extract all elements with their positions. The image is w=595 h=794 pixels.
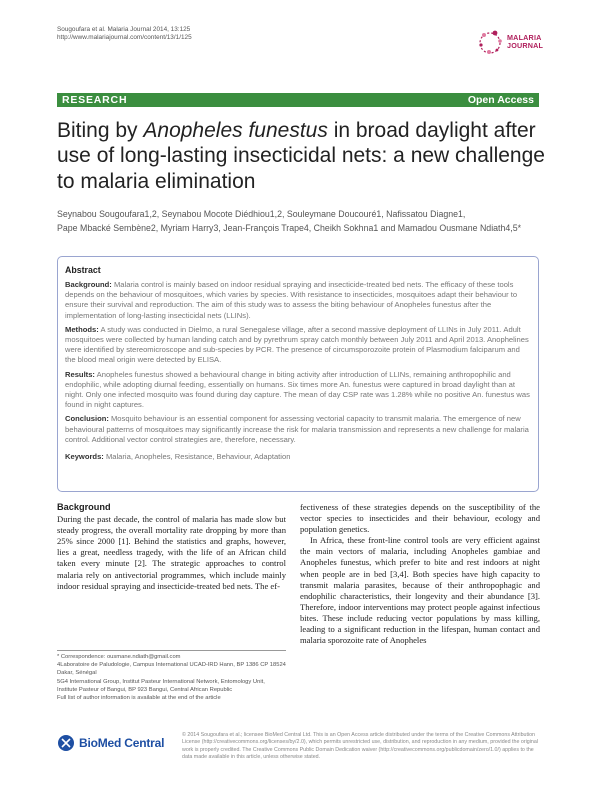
authors-line-1: Seynabou Sougoufara1,2, Seynabou Mocote Diédhiou1,2, Souleymane Doucouré1, Nafissatou Diagne1, (57, 209, 466, 219)
body-column-left (57, 502, 286, 592)
abstract-results: Results: Anopheles funestus showed a behavioural change in biting activity after introduction of LLINs, remaining anthropophilic and endophilic, while adopting diurnal feeding, essentially on humans. Six times more An. funestus were captured in broad daylight than at night. Only one infected mosquito was found during day capture. The mean of day CSP rate was 1.28% while no positive An. funestus was found in night captures. (65, 369, 530, 410)
biomed-central-logo (57, 733, 175, 753)
journal-citation (57, 26, 192, 42)
publisher-name: BioMed Central (79, 736, 165, 750)
affiliation-1: 4Laboratoire de Paludologie, Campus International UCAD-IRD Hann, BP 1386 CP 18524 Dakar, Sénégal (57, 662, 286, 677)
affiliation-2: 5G4 International Group, Institut Pasteur International Network, Entomology Unit, Institute Pasteur of Bangui, BP 923 Bangui, Central African Republic (57, 678, 265, 693)
article-title: Biting by Anopheles funestus in broad daylight after use of long-lasting insecticidal nets: a new challenge to malaria elimination (57, 119, 545, 193)
abstract-heading: Abstract (65, 265, 101, 275)
abstract-background: Background: Malaria control is mainly based on indoor residual spraying and insecticide-treated bed nets. The efficacy of these tools depends on the behaviour of mosquitoes, which varies by species. With resistance to insecticides, mosquitoes adapt their behaviour to ensure their survival and reproduction. The aim of this study was to assess the biting behaviour of Anopheles funestus after the implementation of long-lasting insecticidal nets (LLINs). (65, 280, 518, 320)
research-label: RESEARCH (62, 94, 128, 106)
citation-line: Sougoufara et al. Malaria Journal 2014, 13:125 (57, 26, 191, 33)
abstract-box (57, 256, 539, 492)
affiliation-note: Full list of author information is available at the end of the article (57, 695, 221, 702)
keywords: Keywords: Malaria, Anopheles, Resistance, Behaviour, Adaptation (65, 452, 291, 462)
footnotes (57, 650, 286, 702)
mosquito-logo-icon (475, 28, 505, 58)
author-list (57, 208, 547, 235)
abstract-methods: Methods: A study was conducted in Dielmo, a rural Senegalese village, after a second massive deployment of LLINs in July 2011. Adult mosquitoes were collected by human landing catch and by pyrethrum spray catch monthly between July 2011 and April 2013. Anophelines were identified by stereomicroscope and sub-species by PCR. The presence of circumsporozoite protein of Plasmodium falciparum and the blood meal origin were detected by ELISA. (65, 324, 529, 365)
article-type-banner (57, 93, 539, 107)
authors-line-2: Pape Mbacké Sembène2, Myriam Harry3, Jean-François Trape4, Cheikh Sokhna1 and Mamadou Ousmane Ndiath4,5* (57, 222, 522, 233)
article-url-link[interactable]: http://www.malariajournal.com/content/13/1/125 (57, 34, 192, 42)
logo-line-1: MALARIA (507, 33, 542, 42)
license-text: © 2014 Sougoufara et al.; licensee BioMed Central Ltd. This is an Open Access article distributed under the terms of the Creative Commons Attribution License (http://creativecommons.org/licenses/by/2.0), which permits unrestricted use, distribution, and reproduction in any medium, provided the original work is properly credited. The Creative Commons Public Domain Dedication waiver (http://creativecommons.org/publicdomain/zero/1.0/) applies to the data made available in this article, unless otherwise stated. (182, 732, 538, 760)
biomed-central-icon (57, 734, 75, 752)
background-heading: Background (57, 502, 111, 512)
abstract-conclusion: Conclusion: Mosquito behaviour is an essential component for assessing vectorial capacity to transmit malaria. The emergence of new behavioural patterns of mosquitoes may significantly increase the risk for malaria transmission and represents a new challenge for malaria control. Additional vector control strategies are, therefore, necessary. (65, 414, 529, 444)
open-access-label: Open Access (467, 94, 534, 106)
body-paragraph-2: In Africa, these front-line control tools are very efficient against the main vectors of malaria, including Anopheles gambiae and Anopheles funestus, which prefer to bite and rest indoors at night when people are in bed [3,4]. Both species have high capacity to transmit malaria parasites, because of their anthropophagic and endophilic characteristics, their longevity and their abundance [3]. Therefore, indoor interventions may protect people against infectious bites. These include reducing vector populations by mass killing, leading to a significant reduction in the lifespan, human contact and malaria sporozoite rate of Anopheles (300, 535, 540, 646)
background-paragraph: During the past decade, the control of malaria has made slow but steady progress, the overall mortality rate dropping by more than 25% since 2000 [1]. Behind the statistics and graphs, however, lies a great, needless tragedy, with the life of an African child taken every minute [2]. The strategic approaches to control malaria rely on antivectorial programmes, which include mainly indoor residual spraying and insecticide-treated bed nets. The ef- (57, 514, 286, 591)
body-paragraph-1: fectiveness of these strategies depends on the susceptibility of the vector species to insecticides and their behaviour, ecology and population genetics. (300, 502, 540, 535)
correspondence-note: * Correspondence: ousmane.ndiath@gmail.com (57, 654, 181, 660)
body-column-right (300, 502, 540, 646)
malaria-journal-logo (475, 24, 561, 64)
logo-line-2: JOURNAL (507, 41, 544, 51)
